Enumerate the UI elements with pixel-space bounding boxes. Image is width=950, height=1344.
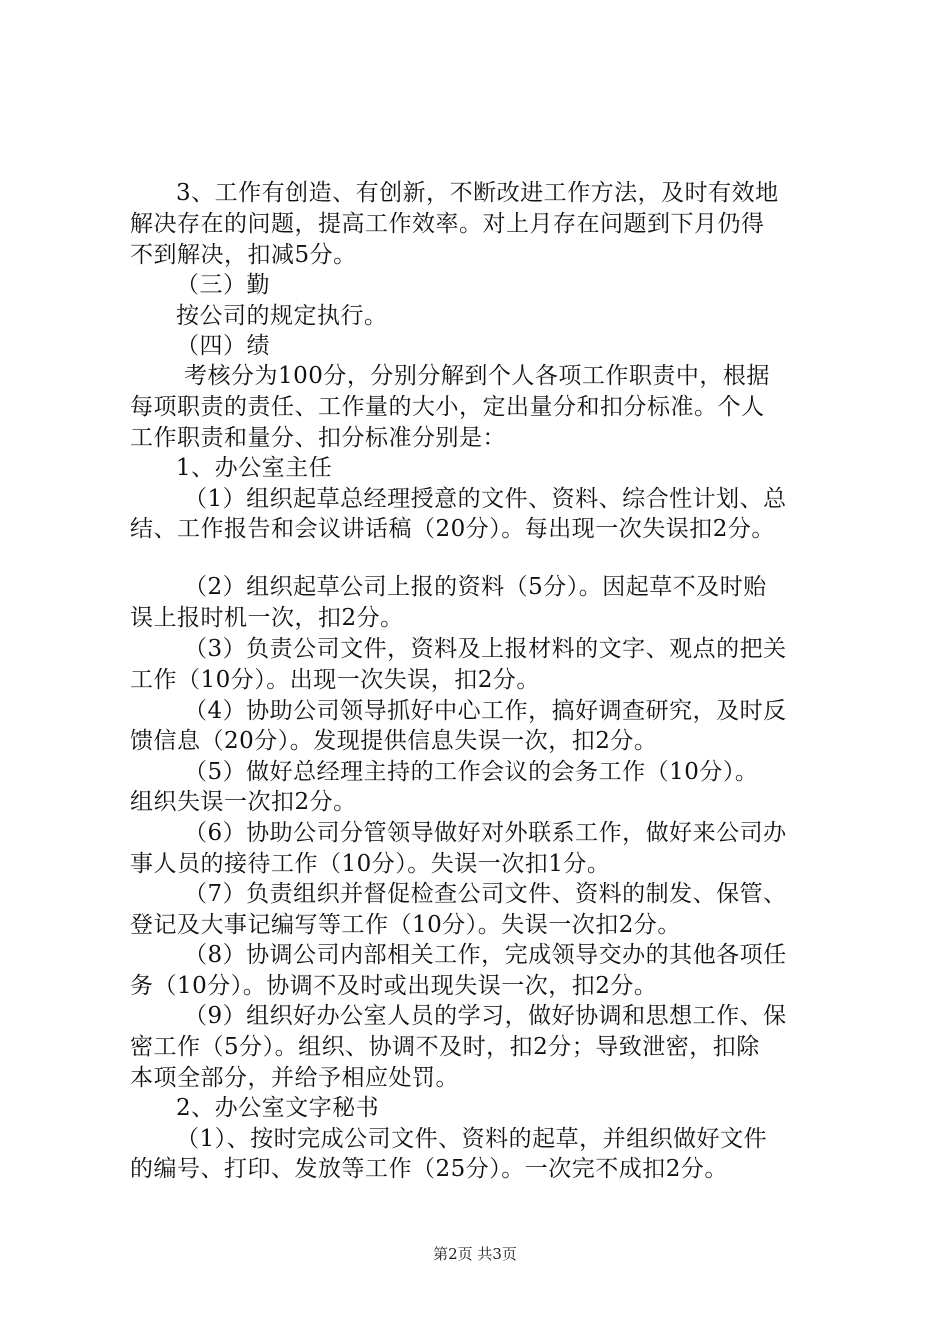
text-line: 考核分为100分，分别分解到个人各项工作职责中，根据 bbox=[184, 363, 770, 389]
text-line: （2）组织起草公司上报的资料（5分）。因起草不及时贻 bbox=[184, 574, 767, 600]
text-line: 误上报时机一次，扣2分。 bbox=[130, 605, 404, 631]
text-line: 的编号、打印、发放等工作（25分）。一次完不成扣2分。 bbox=[130, 1156, 728, 1182]
section-heading: （三）勤 bbox=[176, 272, 270, 298]
text-line: （8）协调公司内部相关工作，完成领导交办的其他各项任 bbox=[184, 942, 787, 968]
subsection-heading: 1、办公室主任 bbox=[176, 455, 333, 481]
text-line: （1）、按时完成公司文件、资料的起草，并组织做好文件 bbox=[176, 1126, 768, 1152]
text-line: 馈信息（20分）。发现提供信息失误一次，扣2分。 bbox=[130, 728, 658, 754]
text-line: 按公司的规定执行。 bbox=[176, 303, 388, 329]
text-line: （7）负责组织并督促检查公司文件、资料的制发、保管、 bbox=[184, 881, 787, 907]
text-line: 务（10分）。协调不及时或出现失误一次，扣2分。 bbox=[130, 973, 658, 999]
text-line: （4）协助公司领导抓好中心工作，搞好调查研究，及时反 bbox=[184, 698, 787, 724]
text-line: 组织失误一次扣2分。 bbox=[130, 789, 357, 815]
text-line: 密工作（5分）。组织、协调不及时，扣2分；导致泄密，扣除 bbox=[130, 1034, 760, 1060]
text-line: 登记及大事记编写等工作（10分）。失误一次扣2分。 bbox=[130, 912, 681, 938]
text-line: 工作（10分）。出现一次失误，扣2分。 bbox=[130, 667, 540, 693]
text-line: （1）组织起草总经理授意的文件、资料、综合性计划、总 bbox=[184, 486, 787, 512]
section-heading: （四）绩 bbox=[176, 333, 270, 359]
text-line: 事人员的接待工作（10分）。失误一次扣1分。 bbox=[130, 851, 611, 877]
page-number-footer: 第2页 共3页 bbox=[433, 1245, 517, 1263]
subsection-heading: 2、办公室文字秘书 bbox=[176, 1095, 380, 1121]
text-line: 工作职责和量分、扣分标准分别是： bbox=[130, 425, 506, 451]
text-line: 本项全部分，并给予相应处罚。 bbox=[130, 1065, 459, 1091]
text-line: （9）组织好办公室人员的学习，做好协调和思想工作、保 bbox=[184, 1003, 787, 1029]
text-line: 3、工作有创造、有创新，不断改进工作方法，及时有效地 bbox=[176, 180, 779, 206]
text-line: （5）做好总经理主持的工作会议的会务工作（10分）。 bbox=[184, 759, 759, 785]
text-line: 不到解决，扣减5分。 bbox=[130, 242, 357, 268]
text-line: 结、工作报告和会议讲话稿（20分）。每出现一次失误扣2分。 bbox=[130, 516, 775, 542]
text-line: （3）负责公司文件，资料及上报材料的文字、观点的把关 bbox=[184, 636, 787, 662]
text-line: 每项职责的责任、工作量的大小，定出量分和扣分标准。个人 bbox=[130, 394, 765, 420]
text-line: 解决存在的问题，提高工作效率。对上月存在问题到下月仍得 bbox=[130, 211, 765, 237]
text-line: （6）协助公司分管领导做好对外联系工作，做好来公司办 bbox=[184, 820, 787, 846]
